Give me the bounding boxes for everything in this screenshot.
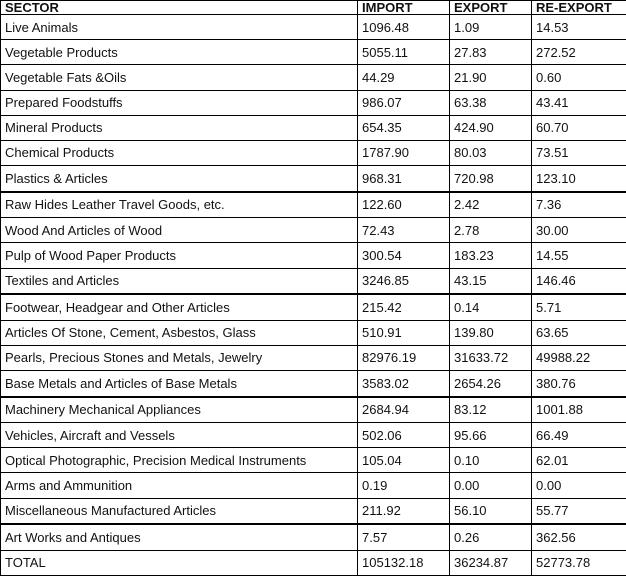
header-import: IMPORT xyxy=(358,1,450,15)
table-row xyxy=(1,166,626,192)
import-cell: 3246.85 xyxy=(358,268,450,294)
sector-cell: Vegetable Products xyxy=(1,40,358,65)
import-cell: 105.04 xyxy=(358,448,450,473)
re-export-cell: 49988.22 xyxy=(532,345,626,370)
import-cell: 211.92 xyxy=(358,498,450,524)
export-cell: 2654.26 xyxy=(450,370,532,396)
sector-cell: Vegetable Fats &Oils xyxy=(1,65,358,90)
sector-cell: Footwear, Headgear and Other Articles xyxy=(1,294,358,320)
table-row xyxy=(1,90,626,115)
table-row xyxy=(1,370,626,396)
total-export: 36234.87 xyxy=(450,550,532,575)
table-row xyxy=(1,345,626,370)
import-cell: 654.35 xyxy=(358,115,450,140)
re-export-cell: 55.77 xyxy=(532,498,626,524)
total-row xyxy=(1,550,626,575)
table-row xyxy=(1,65,626,90)
table-row xyxy=(1,423,626,448)
import-cell: 7.57 xyxy=(358,524,450,550)
re-export-cell: 63.65 xyxy=(532,320,626,345)
export-cell: 720.98 xyxy=(450,166,532,192)
sector-cell: Raw Hides Leather Travel Goods, etc. xyxy=(1,192,358,218)
export-cell: 139.80 xyxy=(450,320,532,345)
sector-cell: Textiles and Articles xyxy=(1,268,358,294)
sector-cell: Art Works and Antiques xyxy=(1,524,358,550)
import-cell: 215.42 xyxy=(358,294,450,320)
export-cell: 0.10 xyxy=(450,448,532,473)
sector-cell: Mineral Products xyxy=(1,115,358,140)
table-row xyxy=(1,294,626,320)
sector-cell: Miscellaneous Manufactured Articles xyxy=(1,498,358,524)
import-cell: 502.06 xyxy=(358,423,450,448)
re-export-cell: 7.36 xyxy=(532,192,626,218)
export-cell: 63.38 xyxy=(450,90,532,115)
sector-cell: Articles Of Stone, Cement, Asbestos, Glass xyxy=(1,320,358,345)
export-cell: 31633.72 xyxy=(450,345,532,370)
sector-cell: Prepared Foodstuffs xyxy=(1,90,358,115)
import-cell: 510.91 xyxy=(358,320,450,345)
import-cell: 122.60 xyxy=(358,192,450,218)
re-export-cell: 62.01 xyxy=(532,448,626,473)
re-export-cell: 0.00 xyxy=(532,473,626,498)
export-cell: 424.90 xyxy=(450,115,532,140)
re-export-cell: 123.10 xyxy=(532,166,626,192)
total-import: 105132.18 xyxy=(358,550,450,575)
table-row xyxy=(1,397,626,423)
table-row xyxy=(1,268,626,294)
re-export-cell: 60.70 xyxy=(532,115,626,140)
export-cell: 27.83 xyxy=(450,40,532,65)
table-row xyxy=(1,40,626,65)
import-cell: 300.54 xyxy=(358,243,450,268)
import-cell: 1787.90 xyxy=(358,140,450,165)
table-row xyxy=(1,320,626,345)
re-export-cell: 146.46 xyxy=(532,268,626,294)
sector-cell: Arms and Ammunition xyxy=(1,473,358,498)
import-cell: 986.07 xyxy=(358,90,450,115)
total-label: TOTAL xyxy=(1,550,358,575)
table-row xyxy=(1,448,626,473)
header-sector: SECTOR xyxy=(1,1,358,15)
export-cell: 2.78 xyxy=(450,218,532,243)
total-re-export: 52773.78 xyxy=(532,550,626,575)
header-export: EXPORT xyxy=(450,1,532,15)
sector-cell: Live Animals xyxy=(1,15,358,40)
import-cell: 1096.48 xyxy=(358,15,450,40)
table-row xyxy=(1,140,626,165)
sector-cell: Pearls, Precious Stones and Metals, Jewelry xyxy=(1,345,358,370)
import-cell: 44.29 xyxy=(358,65,450,90)
re-export-cell: 14.53 xyxy=(532,15,626,40)
export-cell: 80.03 xyxy=(450,140,532,165)
sector-cell: Optical Photographic, Precision Medical Instruments xyxy=(1,448,358,473)
re-export-cell: 272.52 xyxy=(532,40,626,65)
sector-cell: Pulp of Wood Paper Products xyxy=(1,243,358,268)
table-row xyxy=(1,218,626,243)
re-export-cell: 73.51 xyxy=(532,140,626,165)
table-row xyxy=(1,524,626,550)
import-cell: 968.31 xyxy=(358,166,450,192)
table-row xyxy=(1,115,626,140)
re-export-cell: 5.71 xyxy=(532,294,626,320)
table-row xyxy=(1,498,626,524)
table-row xyxy=(1,192,626,218)
header-row xyxy=(1,1,626,15)
re-export-cell: 30.00 xyxy=(532,218,626,243)
export-cell: 0.14 xyxy=(450,294,532,320)
export-cell: 1.09 xyxy=(450,15,532,40)
export-cell: 183.23 xyxy=(450,243,532,268)
sector-cell: Chemical Products xyxy=(1,140,358,165)
import-cell: 72.43 xyxy=(358,218,450,243)
sector-cell: Base Metals and Articles of Base Metals xyxy=(1,370,358,396)
re-export-cell: 0.60 xyxy=(532,65,626,90)
re-export-cell: 14.55 xyxy=(532,243,626,268)
export-cell: 95.66 xyxy=(450,423,532,448)
export-cell: 56.10 xyxy=(450,498,532,524)
import-cell: 5055.11 xyxy=(358,40,450,65)
export-cell: 43.15 xyxy=(450,268,532,294)
export-cell: 21.90 xyxy=(450,65,532,90)
re-export-cell: 1001.88 xyxy=(532,397,626,423)
import-cell: 2684.94 xyxy=(358,397,450,423)
export-cell: 0.00 xyxy=(450,473,532,498)
table-row xyxy=(1,243,626,268)
re-export-cell: 43.41 xyxy=(532,90,626,115)
table-row xyxy=(1,473,626,498)
import-cell: 3583.02 xyxy=(358,370,450,396)
table-row xyxy=(1,15,626,40)
sector-cell: Machinery Mechanical Appliances xyxy=(1,397,358,423)
re-export-cell: 362.56 xyxy=(532,524,626,550)
sector-cell: Vehicles, Aircraft and Vessels xyxy=(1,423,358,448)
export-cell: 2.42 xyxy=(450,192,532,218)
export-cell: 83.12 xyxy=(450,397,532,423)
sector-cell: Wood And Articles of Wood xyxy=(1,218,358,243)
import-cell: 0.19 xyxy=(358,473,450,498)
re-export-cell: 380.76 xyxy=(532,370,626,396)
import-cell: 82976.19 xyxy=(358,345,450,370)
header-re-export: RE-EXPORT xyxy=(532,1,626,15)
sector-cell: Plastics & Articles xyxy=(1,166,358,192)
re-export-cell: 66.49 xyxy=(532,423,626,448)
export-cell: 0.26 xyxy=(450,524,532,550)
